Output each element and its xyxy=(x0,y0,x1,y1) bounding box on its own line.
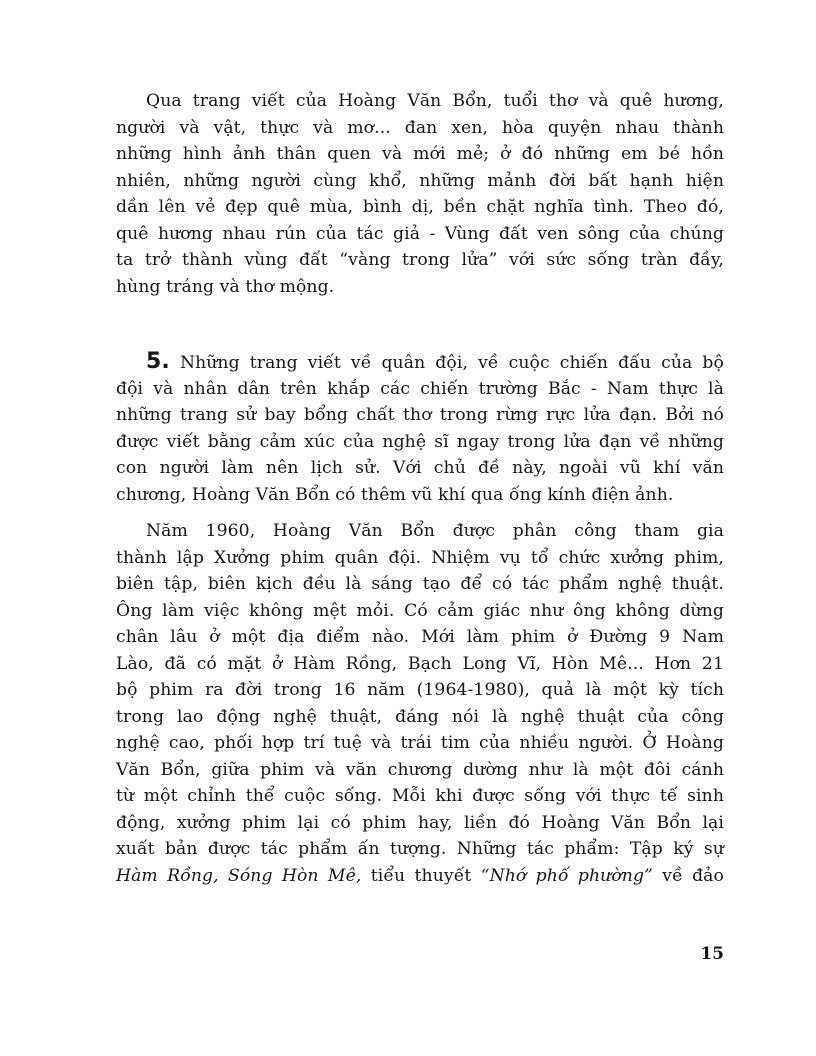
text-line: quê hương nhau rún của tác giả - Vùng đất ven sông của chúng xyxy=(116,223,724,244)
text-line: Văn Bổn, giữa phim và văn chương dường như là một đôi cánh xyxy=(116,759,724,780)
text-line: dần lên vẻ đẹp quê mùa, bình dị, bền chặt nghĩa tình. Theo đó, xyxy=(116,197,724,217)
text-line: được viết bằng cảm xúc của nghệ sĩ ngay trong lửa đạn về những xyxy=(116,431,724,452)
text-line: những trang sử bay bổng chất thơ trong rừng rực lửa đạn. Bởi nó xyxy=(116,405,724,425)
text-line: xuất bản được tác phẩm ấn tượng. Những tác phẩm: Tập ký sự xyxy=(116,839,724,859)
section-number: 5. xyxy=(146,349,170,374)
text-line: bộ phim ra đời trong 16 năm (1964-1980), quả là một kỳ tích xyxy=(116,680,724,700)
text-line-mixed xyxy=(116,863,724,890)
text-line: người và vật, thực và mơ... đan xen, hòa quyện nhau thành xyxy=(116,117,724,138)
text-line: đội và nhân dân trên khắp các chiến trường Bắc - Nam thực là xyxy=(116,378,724,399)
text-line: thành lập Xưởng phim quân đội. Nhiệm vụ tổ chức xưởng phim, xyxy=(116,547,724,568)
paragraph-1 xyxy=(116,88,724,300)
italic-work-title: “Nhớ phố phường” xyxy=(480,865,653,886)
text-line: con người làm nên lịch sử. Với chủ đề này, ngoài vũ khí văn xyxy=(116,458,724,478)
text-line: nghệ cao, phối hợp trí tuệ và trái tim của nhiều người. Ở Hoàng xyxy=(116,733,724,753)
text-line: nhiên, những người cùng khổ, những mảnh đời bất hạnh hiện xyxy=(116,170,724,191)
text-line: hùng tráng và thơ mộng. xyxy=(116,276,335,297)
text-line: Qua trang viết của Hoàng Văn Bổn, tuổi thơ và quê hương, xyxy=(146,91,724,111)
text-line: Năm 1960, Hoàng Văn Bổn được phân công tham gia xyxy=(146,521,724,541)
text-line: ta trở thành vùng đất “vàng trong lửa” với sức sống tràn đầy, xyxy=(116,250,724,270)
text-line: Ông làm việc không mệt mỏi. Có cảm giác như ông không dừng xyxy=(116,600,724,621)
page-number: 15 xyxy=(700,944,724,964)
text-line: những hình ảnh thân quen và mới mẻ; ở đó những em bé hồn xyxy=(116,144,724,164)
first-line-text: Những trang viết về quân đội, về cuộc chiến đấu của bộ xyxy=(169,353,724,373)
text-fragment: về đảo xyxy=(652,865,724,886)
text-line: động, xưởng phim lại có phim hay, liền đó Hoàng Văn Bổn lại xyxy=(116,812,724,833)
text-line: Lào, đã có mặt ở Hàm Rồng, Bạch Long Vĩ, Hòn Mê... Hơn 21 xyxy=(116,653,724,674)
text-line: chương, Hoàng Văn Bổn có thêm vũ khí qua ống kính điện ảnh. xyxy=(116,484,674,505)
text-line: từ một chỉnh thể cuộc sống. Mỗi khi được sống với thực tế sinh xyxy=(116,786,724,806)
italic-work-title: Hàm Rồng, Sóng Hòn Mê, xyxy=(116,865,362,886)
text-fragment: tiểu thuyết xyxy=(361,865,481,886)
paragraph-3 xyxy=(116,518,724,889)
text-line: chân lâu ở một địa điểm nào. Mới làm phim ở Đường 9 Nam xyxy=(116,627,724,647)
text-line: biên tập, biên kịch đều là sáng tạo để có tác phẩm nghệ thuật. xyxy=(116,574,724,594)
paragraph-2 xyxy=(116,349,724,508)
text-line-first xyxy=(116,349,724,376)
text-line: trong lao động nghệ thuật, đáng nói là nghệ thuật của công xyxy=(116,706,724,727)
